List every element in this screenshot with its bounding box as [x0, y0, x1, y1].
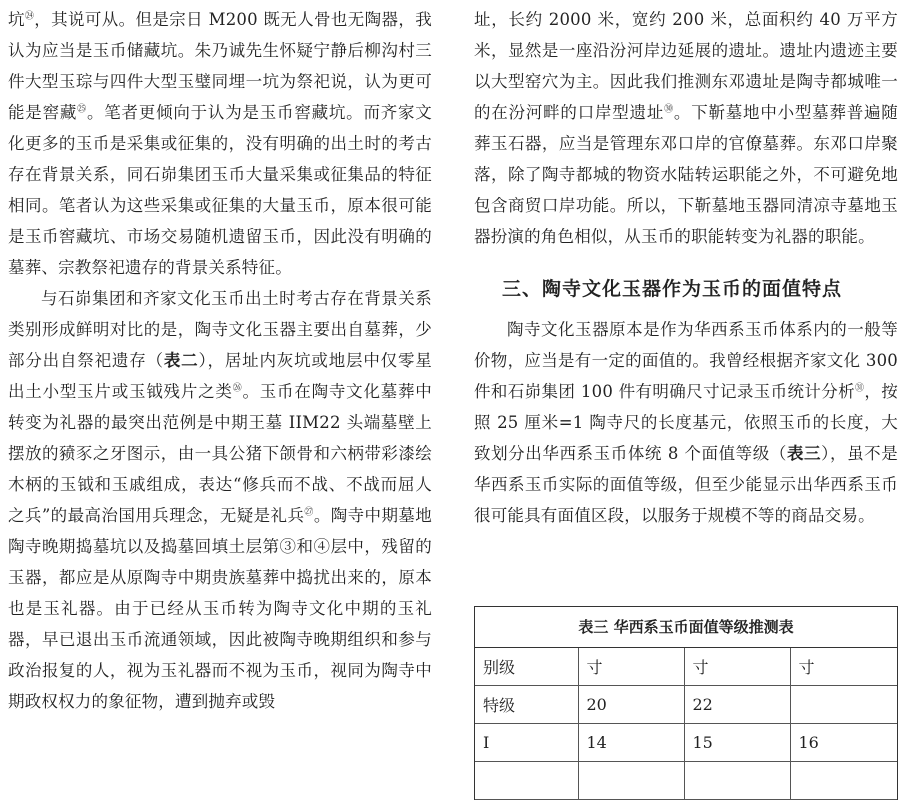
table-3: [474, 606, 898, 800]
paragraph: [474, 314, 898, 531]
right-body-text-top: [474, 4, 898, 252]
footnote-ref: ㉔: [24, 11, 35, 22]
table-cell: 寸: [790, 648, 897, 686]
footnote-ref: ㉕: [77, 104, 87, 115]
table-cell: [790, 686, 897, 724]
text-run: 与石峁集团和齐家文化玉币出土时考古存在背景关系类别形成鲜明对比的是，陶寺文化玉器主要出自墓葬，少部分出自祭祀遗存（: [8, 289, 432, 370]
table-cell: [578, 762, 684, 800]
paragraph: [8, 283, 432, 717]
text-run: ，按照 25 厘米=1 陶寺尺的长度基元，依照玉币的长度，大致划分出华西系玉币体统 8 个面值等级（: [474, 382, 898, 463]
table-cell: 寸: [684, 648, 790, 686]
text-run: 。玉币在陶寺文化墓葬中转变为礼器的最突出范例是中期王墓 IIM22 头端墓壁上摆放的豮豕之牙图示，由一具公猪下颌骨和六柄带彩漆绘木柄的玉钺和玉戚组成，表达“修兵而不战、不战而屈人之兵”的最高治国用兵理念，无疑是礼兵: [8, 382, 432, 525]
table-ref: 表二: [163, 351, 199, 370]
table-row: [475, 762, 897, 800]
table-caption: 表三 华西系玉币面值等级推测表: [475, 607, 897, 648]
text-run: ，其说可从。但是宗日 M200 既无人骨也无陶器，我认为应当是玉币储藏坑。朱乃诚先生怀疑宁静后柳沟村三件大型玉琮与四件大型玉璧同埋一坑为祭祀说，认为更可能是窖藏: [8, 10, 432, 122]
table-row: [475, 724, 897, 762]
table-cell: 16: [790, 724, 897, 762]
right-body-text-bottom: [474, 314, 898, 531]
text-run: 址，长约 2000 米，宽约 200 米，总面积约 40 万平方米，显然是一座沿汾河岸边延展的遗址。遗址内遗迹主要以大型窑穴为主。因此我们推测东邓遗址是陶寺都城唯一的在汾河畔的口岸型遗址: [474, 10, 898, 122]
table-cell: 15: [684, 724, 790, 762]
table-cell: 别级: [475, 648, 578, 686]
paragraph: [474, 4, 898, 252]
table-cell: 寸: [578, 648, 684, 686]
text-run: 。下靳墓地中小型墓葬普遍随葬玉石器，应当是管理东邓口岸的官僚墓葬。东邓口岸聚落，除了陶寺都城的物资水陆转运职能之外，不可避免地包含商贸口岸功能。所以，下靳墓地玉器同清凉寺墓地玉器扮演的角色相似，从玉币的职能转变为礼器的职能。: [474, 103, 898, 246]
table-cell: [475, 762, 578, 800]
table-cell: I: [475, 724, 578, 762]
text-run: 坑: [8, 10, 25, 29]
text-run: ），虽不是华西系玉币实际的面值等级，但至少能显示出华西系玉币很可能具有面值区段，以服务于规模不等的商品交易。: [474, 444, 898, 525]
table-cell: 14: [578, 724, 684, 762]
table-cell: 22: [684, 686, 790, 724]
table-row: [475, 686, 897, 724]
paragraph: [8, 4, 432, 283]
footnote-ref: ㉖: [232, 383, 243, 394]
footnote-ref: ㉗: [304, 507, 314, 518]
text-run: 。笔者更倾向于认为是玉币窖藏坑。而齐家文化更多的玉币是采集或征集的，没有明确的出土时的考古存在背景关系，同石峁集团玉币大量采集或征集品的特征相同。笔者认为这些采集或征集的大量玉币，原本很可能是玉币窖藏坑、市场交易随机遗留玉币，因此没有明确的墓葬、宗教祭祀遗存的背景关系特征。: [8, 103, 432, 277]
footnote-ref: ㉚: [664, 104, 674, 115]
table-cell: 特级: [475, 686, 578, 724]
left-body-text: [8, 4, 432, 717]
text-run: 。陶寺中期墓地陶寺晚期捣墓坑以及捣墓回填土层第③和④层中，残留的玉器，都应是从原陶寺中期贵族墓葬中捣扰出来的，原本也是玉礼器。由于已经从玉币转为陶寺文化中期的玉礼器，早已退出玉币流通领域，因此被陶寺晚期组织和参与政治报复的人，视为玉礼器而不视为玉币，视同为陶寺中期政权权力的象征物，遭到抛弃或毁: [8, 506, 432, 711]
table-cell: [790, 762, 897, 800]
left-column: [8, 0, 432, 767]
section-heading: 三、陶寺文化玉器作为玉币的面值特点: [502, 278, 843, 300]
table-ref: 表三: [786, 444, 822, 463]
text-run: ），居址内灰坑或地层中仅零星出土小型玉片或玉钺残片之类: [8, 351, 432, 401]
table-cell: [684, 762, 790, 800]
table-cell: 20: [578, 686, 684, 724]
table-grid: [475, 648, 897, 800]
footnote-ref: ㉛: [855, 383, 865, 394]
table-header-row: [475, 648, 897, 686]
text-run: 陶寺文化玉器原本是作为华西系玉币体系内的一般等价物，应当是有一定的面值的。我曾经根据齐家文化 300 件和石峁集团 100 件有明确尺寸记录玉币统计分析: [474, 320, 898, 401]
